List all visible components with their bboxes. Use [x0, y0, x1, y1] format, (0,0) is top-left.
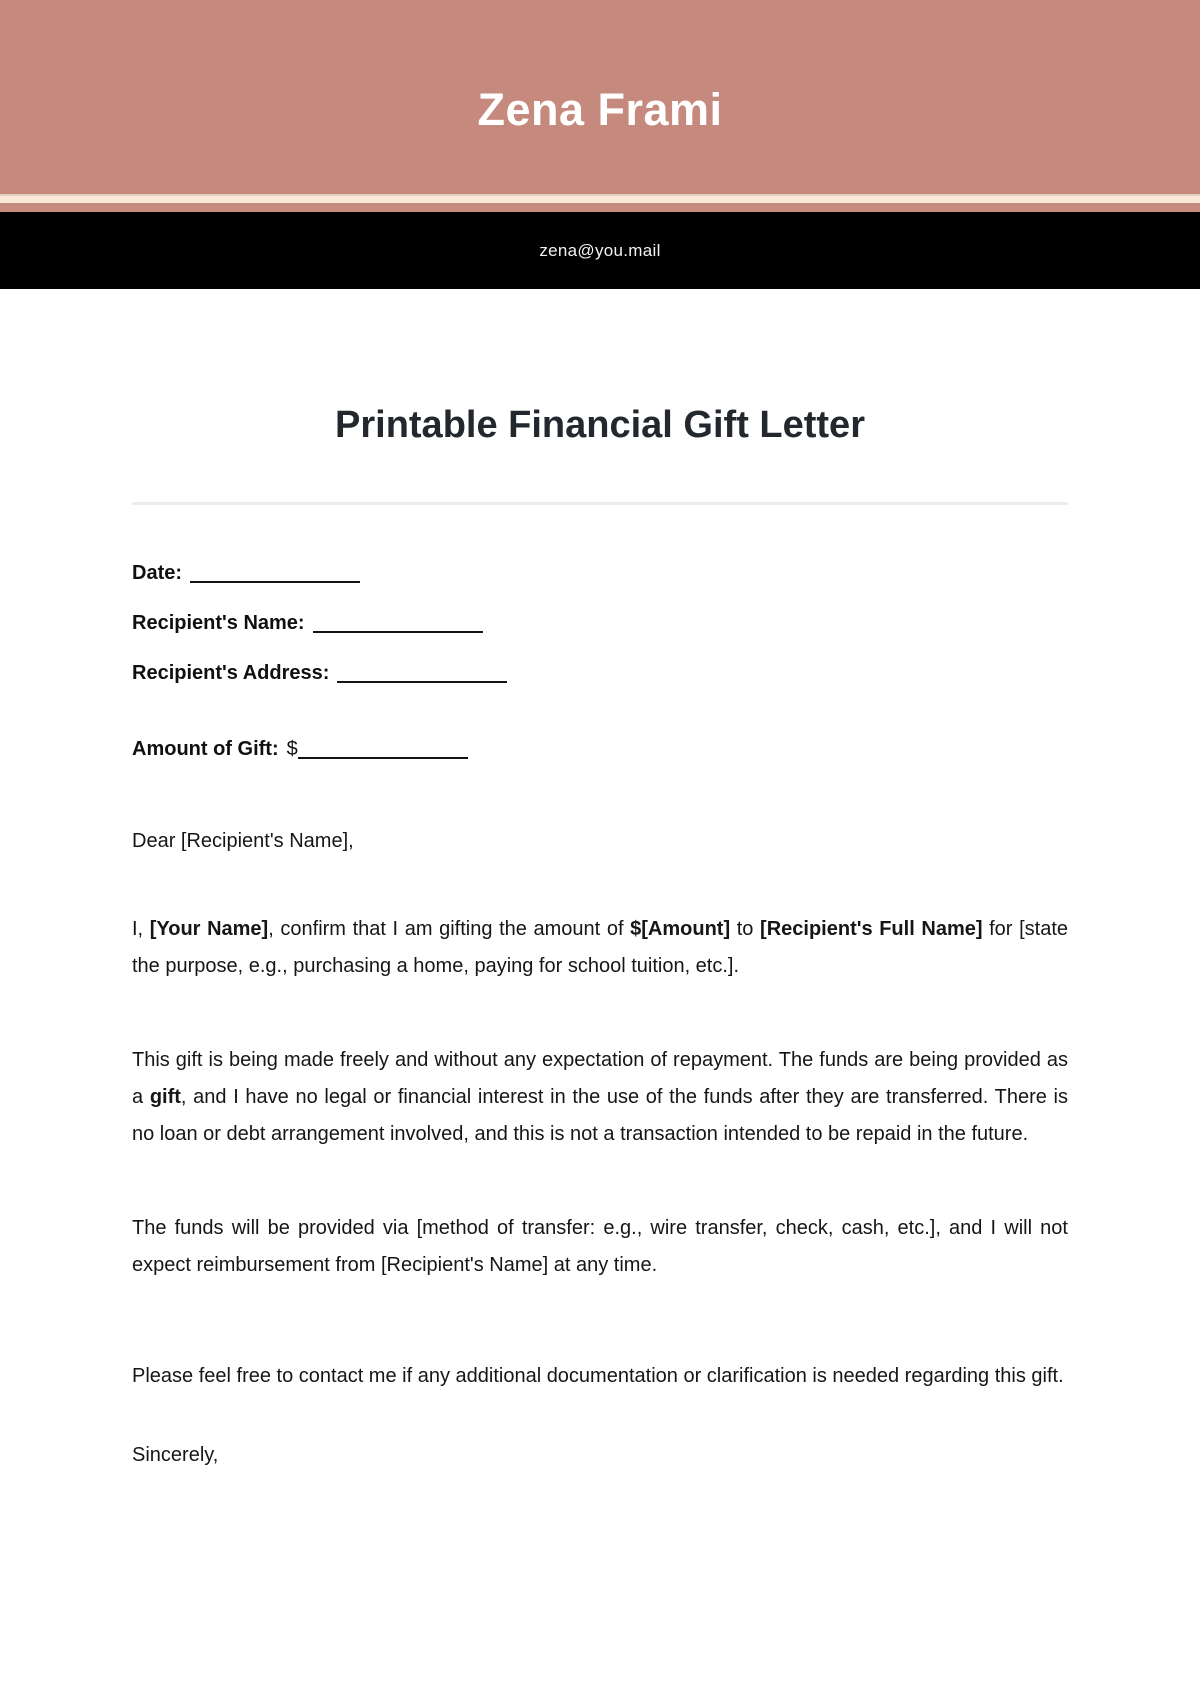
- fill-in-blank: [337, 665, 507, 683]
- letter-page: [132, 401, 1068, 1474]
- field-row-date: [132, 560, 1068, 586]
- contact-email: zena@you.mail: [539, 240, 661, 260]
- fill-in-blank: [298, 741, 468, 759]
- currency-prefix: $: [286, 738, 298, 760]
- field-row-recipient-name: [132, 610, 1068, 636]
- letter-paragraphs: [132, 911, 1068, 1395]
- paragraph: The funds will be provided via [method of transfer: e.g., wire transfer, check, cash, etc.], and I will not expect reimbursement from [Recipient's Name] at any time.: [132, 1217, 1068, 1276]
- header-bottom-strip: [0, 203, 1200, 212]
- fill-in-blank: [313, 615, 483, 633]
- title-divider: [132, 502, 1068, 505]
- site-name: Zena Frami: [477, 83, 723, 135]
- field-label-gift-amount: Amount of Gift:: [132, 738, 279, 760]
- document-title: Printable Financial Gift Letter: [335, 404, 865, 446]
- header-accent-stripe: [0, 194, 1200, 203]
- fields-section: [132, 560, 1068, 762]
- salutation: Dear [Recipient's Name],: [132, 830, 354, 852]
- letter-body: [132, 823, 1068, 1474]
- field-label-recipient-address: Recipient's Address:: [132, 662, 330, 684]
- closing: Sincerely,: [132, 1444, 219, 1466]
- paragraph: I, [Your Name], confirm that I am gifting the amount of $[Amount] to [Recipient's Full Name] for [state the purpose, e.g., purchasing a home, paying for school tuition, etc.].: [132, 918, 1069, 977]
- field-label-date: Date:: [132, 562, 183, 584]
- fill-in-blank: [190, 565, 360, 583]
- field-row-gift-amount: [132, 736, 1068, 762]
- paragraph: Please feel free to contact me if any additional documentation or clarification is needed regarding this gift.: [132, 1365, 1064, 1387]
- field-row-recipient-address: [132, 660, 1068, 686]
- contact-bar: [0, 212, 1200, 289]
- field-label-recipient-name: Recipient's Name:: [132, 612, 305, 634]
- paragraph: This gift is being made freely and without any expectation of repayment. The funds are being provided as a gift, and I have no legal or financial interest in the use of the funds after they are transferred. There is no loan or debt arrangement involved, and this is not a transaction intended to be repaid in the future.: [132, 1049, 1068, 1145]
- site-header: [0, 0, 1200, 194]
